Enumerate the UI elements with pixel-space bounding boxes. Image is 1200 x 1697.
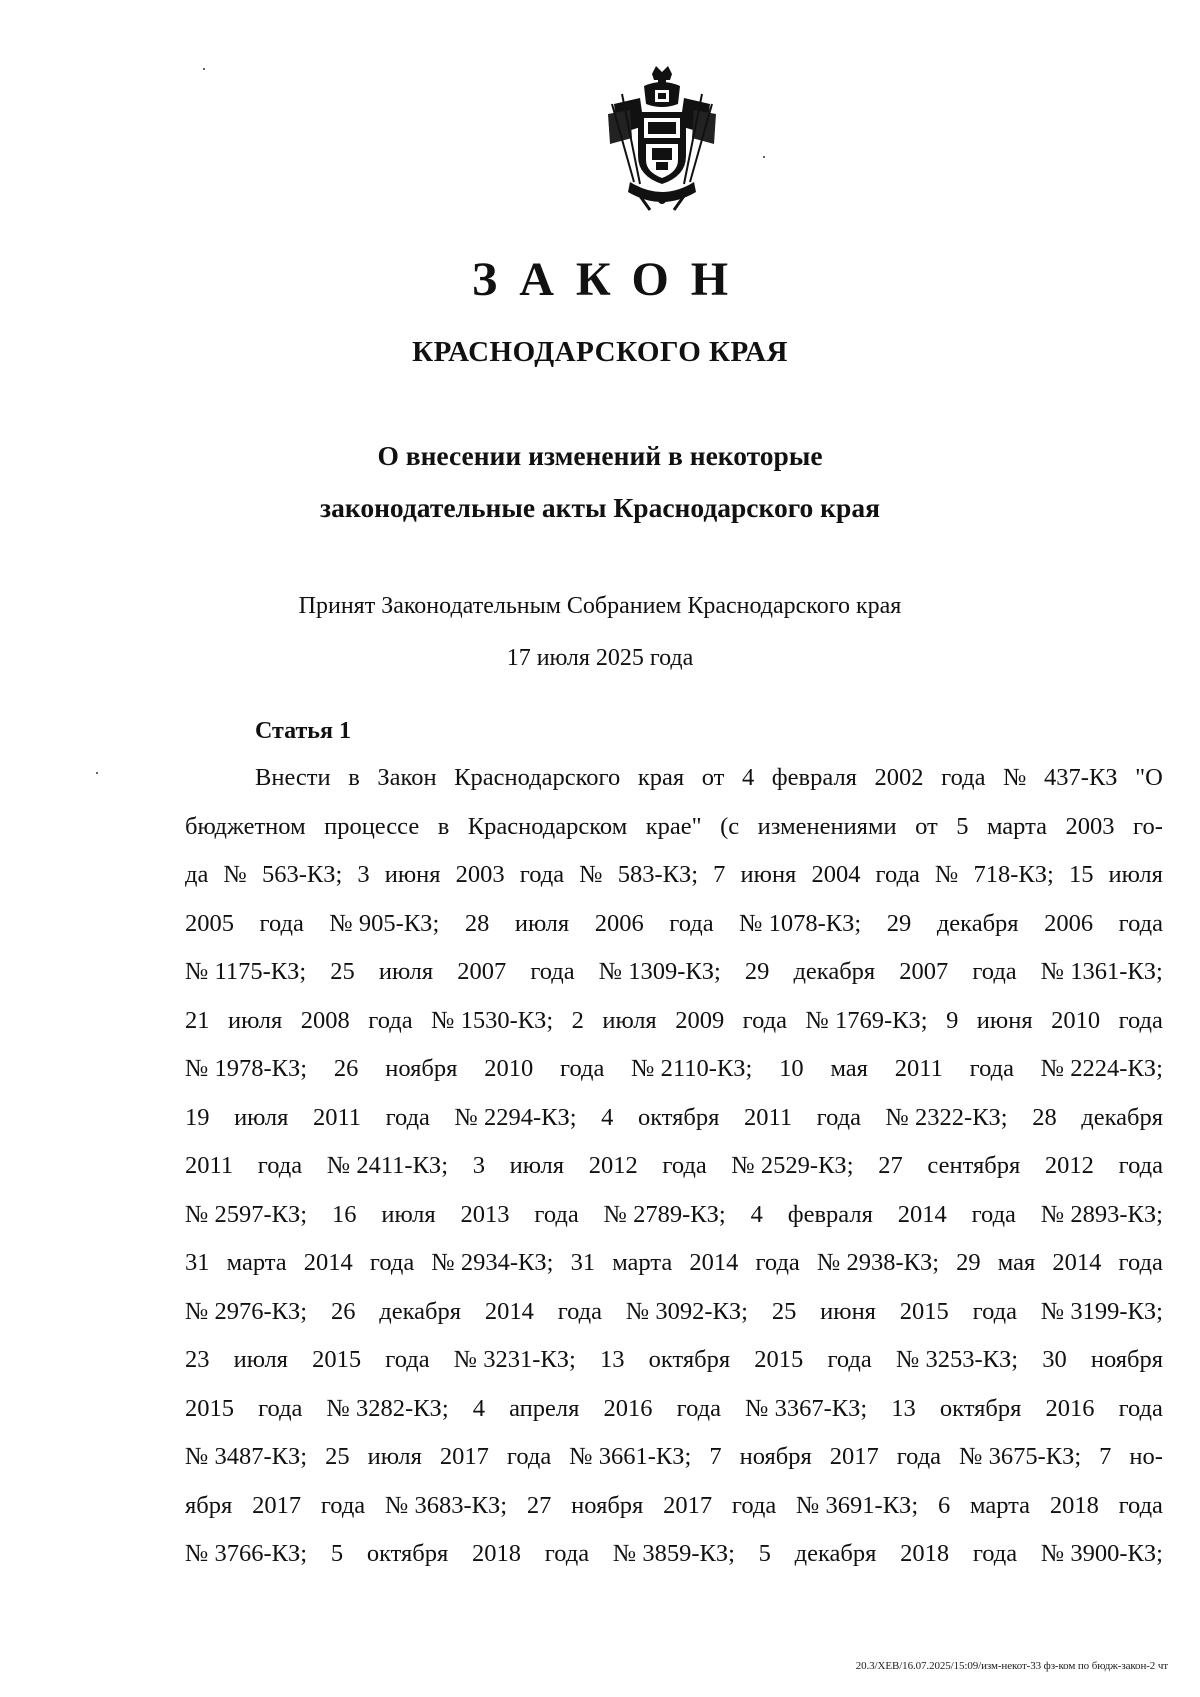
article-word: от — [701, 764, 725, 791]
article-word: да — [185, 861, 209, 888]
article-word: 2017 — [439, 1443, 489, 1470]
article-word: "О — [1135, 764, 1163, 791]
article-word: 13 — [600, 1346, 625, 1373]
article-word: в — [348, 764, 360, 791]
article-word: го- — [1133, 812, 1163, 840]
adoption-note — [0, 580, 1200, 684]
article-word: года — [560, 1055, 605, 1082]
article-word: ября — [185, 1491, 233, 1519]
article-word: 2012 — [588, 1152, 638, 1179]
article-word: марта — [986, 812, 1047, 840]
article-word: 2 — [571, 1006, 584, 1034]
article-word: 25 — [325, 1443, 350, 1470]
article-word: года — [972, 1540, 1018, 1567]
scan-speck — [203, 68, 205, 70]
article-word: октября — [637, 1103, 720, 1131]
article-word: октября — [366, 1540, 449, 1567]
article-word: 15 — [1068, 861, 1094, 888]
article-word: 16 — [331, 1200, 357, 1228]
article-word: года — [258, 1394, 303, 1422]
article-word: февраля — [787, 1200, 873, 1228]
article-word: 29 — [956, 1249, 981, 1276]
article-word: 9 — [946, 1006, 959, 1034]
article-word: 2015 — [312, 1346, 362, 1373]
article-word: 2007 — [457, 958, 507, 985]
article-word: но- — [1129, 1443, 1163, 1470]
article-word: декабря — [793, 958, 876, 985]
article-word: 25 — [330, 958, 355, 985]
article-word: 2006 — [1044, 909, 1094, 937]
article-word: октября — [939, 1394, 1022, 1422]
article-word: 583-КЗ; — [617, 861, 699, 888]
article-word: 2003 — [455, 861, 505, 888]
article-text-line — [185, 1336, 1163, 1385]
article-word: 2016 — [1045, 1394, 1095, 1422]
article-word: июня — [976, 1006, 1033, 1034]
article-word: 7 — [1099, 1443, 1112, 1470]
article-word: июля — [234, 1103, 289, 1131]
article-word: № 3487-КЗ; — [185, 1443, 308, 1470]
article-word: июля — [381, 1200, 436, 1228]
article-word: № 1078-КЗ; — [739, 909, 862, 937]
article-word: № 3691-КЗ; — [796, 1491, 919, 1519]
article-word: края — [637, 764, 685, 791]
article-word: 3 — [472, 1152, 485, 1179]
article-word: июля — [509, 1152, 564, 1179]
article-word: июля — [367, 1443, 422, 1470]
article-word: 29 — [744, 958, 770, 985]
article-word: года — [971, 1200, 1016, 1228]
article-text-line — [185, 1433, 1163, 1482]
article-word: 563-КЗ; — [261, 861, 343, 888]
article-text-line — [185, 1239, 1163, 1288]
article-word: № 1978-КЗ; — [185, 1055, 308, 1082]
article-word: года — [369, 1249, 415, 1276]
article-word: Краснодарском — [467, 812, 628, 840]
article-word: Внести — [255, 764, 331, 791]
article-word: № 2411-КЗ; — [326, 1152, 449, 1179]
article-word: 13 — [891, 1394, 916, 1422]
article-word: года — [1118, 1249, 1163, 1276]
article-text-line — [185, 1482, 1163, 1531]
article-word: 2012 — [1044, 1152, 1094, 1179]
article-word: года — [972, 958, 1017, 985]
article-word: 2014 — [689, 1249, 739, 1276]
article-word: 2007 — [899, 958, 949, 985]
article-word: 2017 — [663, 1491, 713, 1519]
article-word: № 2893-КЗ; — [1040, 1200, 1163, 1228]
article-word: года — [676, 1394, 721, 1422]
article-word: июля — [514, 909, 570, 937]
article-word: № 1361-КЗ; — [1040, 958, 1163, 985]
article-word: 5 — [956, 812, 969, 840]
article-word: года — [742, 1006, 787, 1034]
article-word: марта — [969, 1491, 1031, 1519]
article-word: года — [368, 1006, 413, 1034]
article-text-line — [185, 1191, 1163, 1240]
article-word: декабря — [1081, 1103, 1163, 1131]
article-word: 31 — [185, 1249, 210, 1276]
article-word: № 2789-КЗ; — [603, 1200, 726, 1228]
article-word: № 3900-КЗ; — [1040, 1540, 1163, 1567]
article-word: № 3199-КЗ; — [1040, 1297, 1163, 1325]
article-word: 26 — [330, 1297, 356, 1325]
article-word: года — [1118, 1006, 1163, 1034]
article-word: мая — [830, 1055, 868, 1082]
article-word: года — [1118, 909, 1163, 937]
article-word: № 2597-КЗ; — [185, 1200, 308, 1228]
article-word: декабря — [936, 909, 1019, 937]
article-word: года — [669, 909, 714, 937]
article-word: февраля — [771, 764, 857, 791]
article-word: № 3766-КЗ; — [185, 1540, 308, 1567]
article-word: № 3253-КЗ; — [895, 1346, 1019, 1373]
article-word: № 3675-КЗ; — [959, 1443, 1082, 1470]
subject-line: законодательные акты Краснодарского края — [320, 492, 880, 523]
article-word: 30 — [1042, 1346, 1067, 1373]
article-word: № 2934-КЗ; — [431, 1249, 554, 1276]
article-word: года — [731, 1491, 777, 1519]
article-word: 5 — [758, 1540, 771, 1567]
article-word: 2002 — [874, 764, 924, 791]
article-word: № 905-КЗ; — [329, 909, 440, 937]
article-word: № 1530-КЗ; — [431, 1006, 554, 1034]
article-word: года — [530, 958, 575, 985]
article-word: 2018 — [472, 1540, 522, 1567]
article-word: года — [385, 1346, 430, 1373]
article-body — [185, 754, 1163, 1579]
article-word: 2006 — [594, 909, 644, 937]
article-word: июня — [740, 861, 797, 888]
article-text-line — [185, 1045, 1163, 1094]
article-word: № 2976-КЗ; — [185, 1297, 308, 1325]
coat-of-arms-icon — [600, 64, 724, 214]
article-word: 4 — [741, 764, 755, 791]
article-word: 2008 — [300, 1006, 350, 1034]
article-word: июня — [384, 861, 441, 888]
law-subject — [0, 430, 1200, 534]
article-word: года — [816, 1103, 861, 1131]
article-word: марта — [612, 1249, 673, 1276]
article-text-line — [185, 1288, 1163, 1337]
article-word: года — [534, 1200, 579, 1228]
article-word: 2011 — [185, 1152, 234, 1179]
article-word: года — [519, 861, 565, 888]
article-word: октября — [648, 1346, 731, 1373]
article-word: 2013 — [460, 1200, 510, 1228]
article-word: года — [544, 1540, 590, 1567]
article-word: декабря — [794, 1540, 877, 1567]
article-word: 5 — [330, 1540, 344, 1567]
article-word: 437-КЗ — [1044, 764, 1118, 791]
article-word: № — [934, 861, 959, 888]
article-text-line — [185, 948, 1163, 997]
article-word: № 3282-КЗ; — [326, 1394, 449, 1422]
article-word: 26 — [333, 1055, 359, 1082]
article-word: крае" — [645, 812, 702, 840]
article-word: № 2224-КЗ; — [1040, 1055, 1163, 1082]
article-word: 2010 — [484, 1055, 534, 1082]
article-word: 2016 — [603, 1394, 653, 1422]
article-word: сентября — [927, 1152, 1021, 1179]
article-text-line — [185, 1094, 1163, 1143]
article-word: 2011 — [743, 1103, 793, 1131]
article-word: 2014 — [1052, 1249, 1102, 1276]
article-word: года — [941, 764, 986, 791]
document-footer-code: 20.3/ХЕВ/16.07.2025/15:09/изм-некот-33 фз-ком по бюдж-закон-2 чт — [855, 1660, 1168, 1672]
article-word: ноября — [739, 1443, 812, 1470]
article-text-line — [185, 1385, 1163, 1434]
article-word: июля — [378, 958, 434, 985]
article-word: 2003 — [1065, 812, 1115, 840]
adoption-date: 17 июля 2025 года — [506, 645, 694, 671]
article-word: 2018 — [900, 1540, 950, 1567]
article-word: 2009 — [675, 1006, 725, 1034]
article-word: изменениями — [757, 812, 897, 840]
article-word: 27 — [878, 1152, 903, 1179]
article-word: 29 — [886, 909, 912, 937]
article-word: № — [1003, 764, 1027, 791]
article-word: года — [1118, 1491, 1163, 1519]
article-word: бюджетном — [185, 812, 306, 840]
article-word: процессе — [324, 812, 420, 840]
article-word: года — [875, 861, 920, 888]
article-word: 2017 — [252, 1491, 302, 1519]
article-word: 2018 — [1049, 1491, 1099, 1519]
article-word: 2014 — [484, 1297, 534, 1325]
article-word: № 3859-КЗ; — [612, 1540, 735, 1567]
article-word: № 3683-КЗ; — [384, 1491, 508, 1519]
article-word: 2004 — [811, 861, 861, 888]
article-word: 4 — [601, 1103, 614, 1131]
adoption-line: Принят Законодательным Собранием Краснодарского края — [298, 593, 902, 619]
article-word: Краснодарского — [454, 764, 621, 791]
article-heading: Статья 1 — [255, 718, 351, 744]
article-word: 2011 — [894, 1055, 943, 1082]
article-word: года — [662, 1152, 707, 1179]
article-word: 2014 — [897, 1200, 947, 1228]
article-word: июля — [1108, 861, 1163, 888]
article-word: № 3367-КЗ; — [745, 1394, 868, 1422]
article-word: года — [1118, 1394, 1163, 1422]
article-word: 2015 — [754, 1346, 804, 1373]
article-word: мая — [997, 1249, 1036, 1276]
article-word: 23 — [185, 1346, 210, 1373]
article-word: года — [557, 1297, 603, 1325]
article-word: 2010 — [1051, 1006, 1101, 1034]
article-word: 2015 — [899, 1297, 949, 1325]
article-word: 4 — [750, 1200, 763, 1228]
article-word: № — [579, 861, 603, 888]
article-word: 27 — [526, 1491, 552, 1519]
article-word: от — [915, 812, 938, 840]
article-word: в — [437, 812, 450, 840]
article-word: июля — [227, 1006, 283, 1034]
article-word: 28 — [464, 909, 490, 937]
article-word: № 1309-КЗ; — [598, 958, 721, 985]
article-word: декабря — [379, 1297, 462, 1325]
article-word: года — [385, 1103, 430, 1131]
article-word: 2011 — [312, 1103, 362, 1131]
article-word: 21 — [185, 1006, 210, 1034]
article-word: 4 — [472, 1394, 485, 1422]
article-word: № — [223, 861, 247, 888]
article-word: апреля — [509, 1394, 580, 1422]
article-text-line — [185, 900, 1163, 949]
article-word: 10 — [779, 1055, 804, 1082]
article-text-line — [185, 754, 1163, 803]
article-word: ноября — [385, 1055, 458, 1082]
article-word: 2005 — [185, 909, 234, 937]
article-word: 28 — [1032, 1103, 1057, 1131]
article-word: 3 — [357, 861, 370, 888]
subject-line: О внесении изменений в некоторые — [377, 440, 823, 471]
article-word: июня — [820, 1297, 876, 1325]
article-word: № 1769-КЗ; — [805, 1006, 928, 1034]
article-word: 2015 — [185, 1394, 234, 1422]
article-text-line — [185, 803, 1163, 852]
article-word: 7 — [709, 1443, 722, 1470]
article-word: № 2938-КЗ; — [816, 1249, 940, 1276]
article-text-line — [185, 1142, 1163, 1191]
article-word: года — [896, 1443, 942, 1470]
article-word: июля — [233, 1346, 288, 1373]
article-word: Закон — [377, 764, 437, 791]
article-word: № 3661-КЗ; — [569, 1443, 692, 1470]
article-word: июля — [602, 1006, 657, 1034]
article-word: 31 — [570, 1249, 596, 1276]
document-title: ЗАКОН — [471, 253, 751, 306]
article-word: (с — [720, 812, 740, 840]
article-text-line — [185, 851, 1163, 900]
article-word: года — [827, 1346, 872, 1373]
article-word: 25 — [771, 1297, 797, 1325]
article-word: 19 — [185, 1103, 210, 1131]
scan-speck — [96, 772, 98, 774]
article-text-line — [185, 1530, 1163, 1579]
article-text-line — [185, 997, 1163, 1046]
article-word: года — [259, 909, 304, 937]
article-word: № 3092-КЗ; — [625, 1297, 748, 1325]
document-subtitle: КРАСНОДАРСКОГО КРАЯ — [412, 336, 788, 368]
article-word: года — [257, 1152, 303, 1179]
article-word: 718-КЗ; — [973, 861, 1054, 888]
article-word: 6 — [937, 1491, 951, 1519]
article-word: № 1175-КЗ; — [185, 958, 307, 985]
article-word: 2017 — [829, 1443, 879, 1470]
article-word: года — [972, 1297, 1017, 1325]
article-word: года — [1118, 1152, 1163, 1179]
article-word: года — [320, 1491, 366, 1519]
article-word: № 2294-КЗ; — [454, 1103, 577, 1131]
article-word: № 2529-КЗ; — [731, 1152, 854, 1179]
scan-speck — [763, 156, 765, 158]
article-word: года — [755, 1249, 800, 1276]
article-word: года — [969, 1055, 1014, 1082]
article-word: 7 — [713, 861, 726, 888]
article-word: года — [506, 1443, 552, 1470]
article-word: № 3231-КЗ; — [453, 1346, 576, 1373]
article-word: 2014 — [303, 1249, 353, 1276]
article-word: № 2110-КЗ; — [631, 1055, 753, 1082]
article-word: марта — [226, 1249, 287, 1276]
article-word: ноября — [571, 1491, 644, 1519]
article-word: ноября — [1090, 1346, 1163, 1373]
article-word: № 2322-КЗ; — [885, 1103, 1008, 1131]
